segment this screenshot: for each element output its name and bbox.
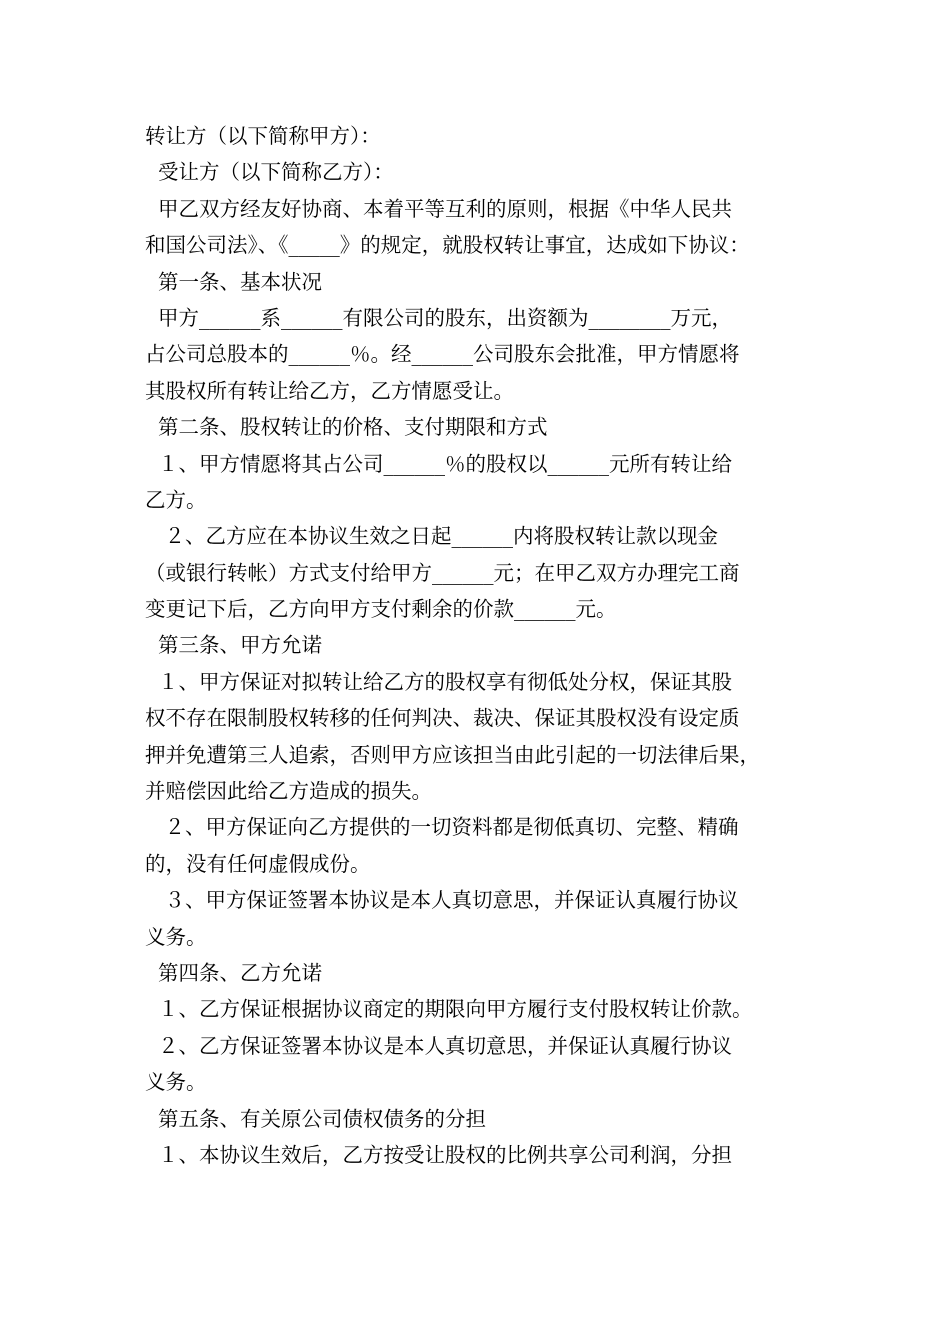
text-line: ２、乙方保证签署本协议是本人真切意思，并保证认真履行协议 bbox=[145, 1033, 733, 1058]
text-line: 权不存在限制股权转移的任何判决、裁决、保证其股权没有设定质 bbox=[145, 706, 740, 731]
text-line: 受让方（以下简称乙方）： bbox=[145, 160, 394, 185]
section-heading: 第五条、有关原公司债权债务的分担 bbox=[145, 1106, 487, 1131]
text-line: 义务。 bbox=[145, 1070, 207, 1095]
text-line: 占公司总股本的______％。经______公司股东会批准，甲方情愿将 bbox=[145, 342, 740, 367]
text-line: ２、甲方保证向乙方提供的一切资料都是彻低真切、完整、精确 bbox=[145, 815, 739, 840]
text-line: 并赔偿因此给乙方造成的损失。 bbox=[145, 779, 432, 804]
text-line: 乙方。 bbox=[145, 487, 207, 512]
text-line: 义务。 bbox=[145, 924, 207, 949]
text-line: １、甲方保证对拟转让给乙方的股权享有彻低处分权，保证其股 bbox=[145, 669, 733, 694]
text-line: 其股权所有转让给乙方，乙方情愿受让。 bbox=[145, 378, 514, 403]
text-line: 和国公司法》、《_____》的规定，就股权转让事宜，达成如下协议： bbox=[145, 233, 750, 258]
text-line: 转让方（以下简称甲方）： bbox=[145, 124, 381, 148]
text-line: １、乙方保证根据协议商定的期限向甲方履行支付股权转让价款。 bbox=[145, 997, 753, 1022]
text-line: （或银行转帐）方式支付给甲方______元；在甲乙双方办理完工商 bbox=[145, 560, 740, 585]
text-line: 押并免遭第三人追索，否则甲方应该担当由此引起的一切法律后果， bbox=[145, 742, 760, 767]
text-line: １、甲方情愿将其占公司______％的股权以______元所有转让给 bbox=[145, 451, 733, 476]
text-line: 甲乙双方经友好协商、本着平等互利的原则，根据《中华人民共 bbox=[145, 196, 733, 221]
text-line: ３、甲方保证签署本协议是本人真切意思，并保证认真履行协议 bbox=[145, 888, 739, 913]
section-heading: 第二条、股权转让的价格、支付期限和方式 bbox=[145, 415, 548, 440]
contract-body bbox=[145, 118, 815, 1173]
section-heading: 第四条、乙方允诺 bbox=[145, 960, 323, 985]
text-line: ２、乙方应在本协议生效之日起______内将股权转让款以现金 bbox=[145, 524, 719, 549]
text-line: １、本协议生效后，乙方按受让股权的比例共享公司利润，分担 bbox=[145, 1142, 733, 1167]
text-line: 变更记下后，乙方向甲方支付剩余的价款______元。 bbox=[145, 597, 617, 622]
section-heading: 第一条、基本状况 bbox=[145, 269, 323, 294]
text-line: 的，没有任何虚假成份。 bbox=[145, 851, 371, 876]
text-line: 甲方______系______有限公司的股东，出资额为________万元， bbox=[145, 305, 733, 330]
section-heading: 第三条、甲方允诺 bbox=[145, 633, 323, 658]
